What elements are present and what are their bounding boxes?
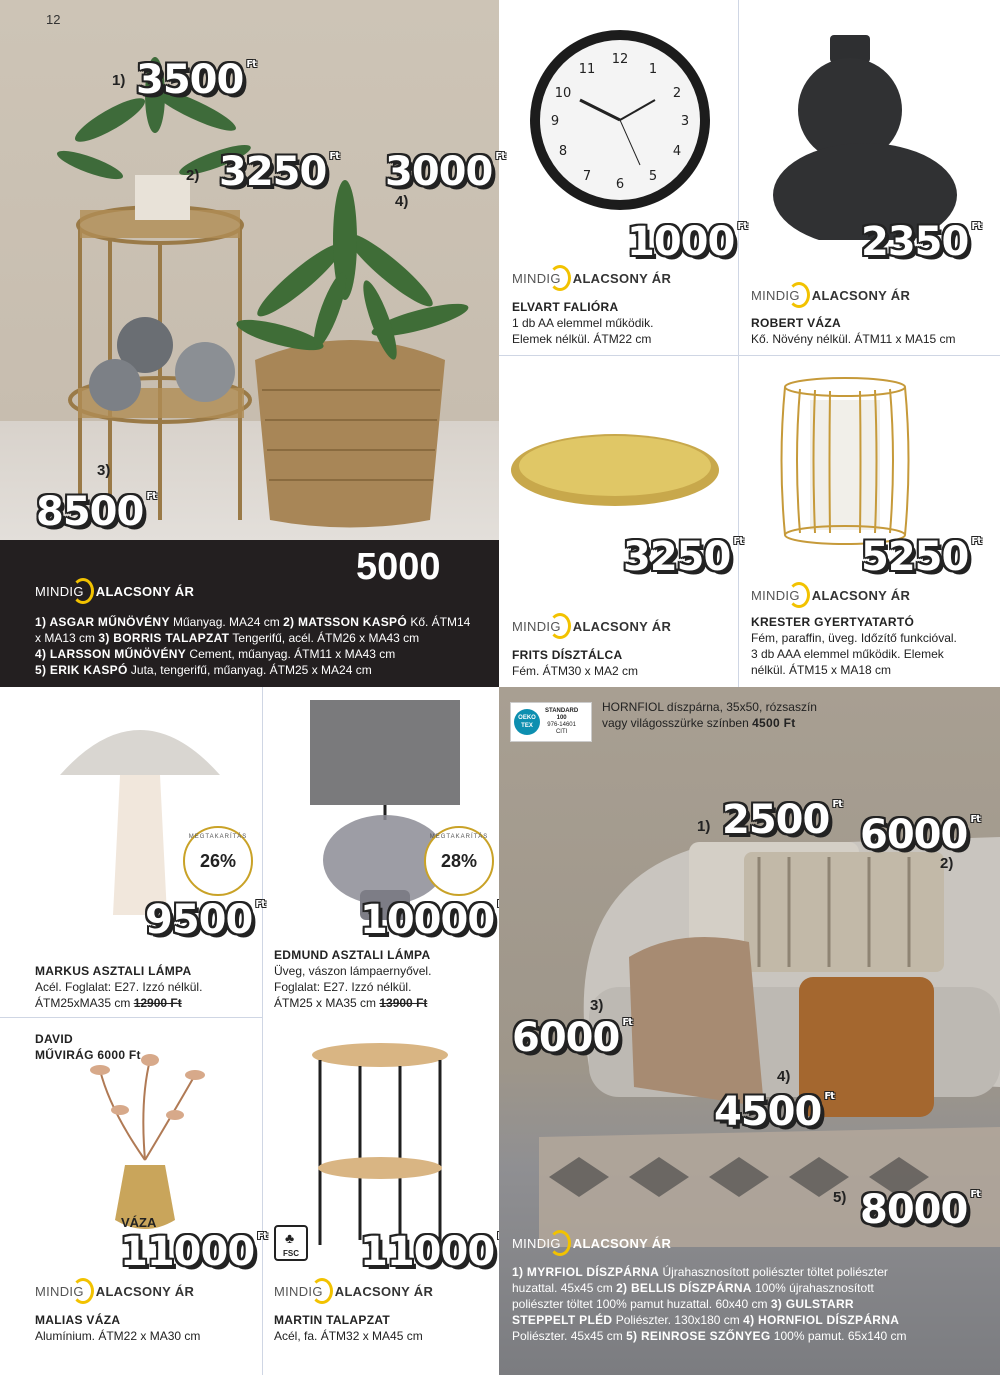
badge-mindig: MINDIG [35,1283,84,1299]
sofa-label-4: 4) [777,1068,791,1085]
svg-text:12: 12 [611,52,629,67]
markus-old-price: 12900 Ft [133,996,182,1010]
tray-low-price-badge [512,613,671,639]
badge-alacsony: ALACSONY ÁR [95,583,195,599]
malias-vase-image [80,1050,210,1240]
sofa-desc-2-name: 2) BELLIS DÍSZPÁRNA [616,1281,752,1295]
vase-description [751,315,956,347]
sofa-label-2: 2) [940,855,954,872]
candle-low-price-badge [751,582,910,608]
currency-label: Ft [970,814,980,825]
malias-price-value: 11000 [120,1229,255,1275]
desc-item-4-text: Cement, műanyag. ÁTM11 x MA43 cm [186,647,396,661]
badge-mindig: MINDIG [35,583,84,599]
edmund-detail-1: Üveg, vászon lámpaernyővel. [274,964,432,978]
oeko-text-5: 976-14601 [547,722,576,728]
edmund-discount-badge [424,826,494,896]
badge-mindig: MINDIG [512,270,561,286]
currency-label: Ft [971,221,981,232]
candle-price [861,534,981,580]
badge-swoosh-icon [72,1278,94,1304]
sofa-desc-5-text: 100% pamut. 65x140 cm [770,1329,907,1343]
tray-price [623,534,743,580]
oeko-text-1: OEKO [518,715,536,721]
sofa-desc-1-name: 1) MYRFIOL DÍSZPÁRNA [512,1265,660,1279]
hero-price-3-value: 8500 [36,489,144,535]
malias-name: MALIAS VÁZA [35,1313,121,1327]
badge-swoosh-icon [788,282,810,308]
badge-alacsony: ALACSONY ÁR [572,1235,672,1251]
svg-text:10: 10 [554,86,572,101]
divider [738,355,739,687]
badge-mindig: MINDIG [512,618,561,634]
oeko-text-6: CITI [555,729,568,735]
badge-mindig: MINDIG [751,287,800,303]
hornfiol-note-price: 4500 Ft [752,716,796,730]
currency-label: Ft [737,221,747,232]
sofa-price-5 [860,1187,980,1233]
clock-detail-2: Elemek nélkül. ÁTM22 cm [512,332,652,346]
hero-price-4-value: 3000 [385,149,493,195]
badge-mindig: MINDIG [751,587,800,603]
tray-price-value: 3250 [623,534,731,580]
hero-big-price: 5000 [356,546,441,588]
sofa-desc-5-name: 5) REINROSE SZŐNYEG [626,1329,771,1343]
candle-description [751,614,957,678]
edmund-old-price: 13900 Ft [379,996,428,1010]
martin-description [274,1312,423,1344]
sofa-price-5-value: 8000 [860,1187,968,1233]
discount-label: MEGTAKARÍTÁS [429,834,489,840]
clock-price [627,219,747,265]
oeko-tex-label [510,702,592,742]
sofa-price-4 [714,1089,834,1135]
markus-detail-1: Acél. Foglalat: E27. Izzó nélkül. [35,980,203,994]
svg-text:2: 2 [672,86,682,101]
tray-description [512,647,638,679]
badge-alacsony: ALACSONY ÁR [334,1283,434,1299]
fsc-logo-text: FSC [283,1249,299,1258]
martin-low-price-badge [274,1278,433,1304]
divider [499,355,1000,356]
sofa-price-4-value: 4500 [714,1089,822,1135]
hero-price-2 [219,149,339,195]
edmund-name: EDMUND ASZTALI LÁMPA [274,948,431,962]
divider [738,0,739,355]
edmund-price [360,897,507,943]
sofa-price-3 [512,1015,632,1061]
hero-price-3 [36,489,156,535]
malias-image-label: VÁZA [121,1215,157,1230]
markus-detail-2: ÁTM25xMA35 cm [35,996,134,1010]
malias-low-price-badge [35,1278,194,1304]
svg-text:9: 9 [550,114,560,129]
badge-alacsony: ALACSONY ÁR [95,1283,195,1299]
hero-label-2: 2) [186,167,200,184]
badge-swoosh-icon [72,578,94,604]
markus-description [35,963,202,1011]
desc-item-4-name: 4) LARSSON MŰNÖVÉNY [35,647,187,661]
currency-label: Ft [733,536,743,547]
currency-label: Ft [246,59,256,70]
desc-item-2-text: Kő. ÁTM14 x MA13 cm [35,615,471,645]
currency-label: Ft [495,151,505,162]
fsc-logo [274,1225,308,1261]
desc-item-1-name: 1) ASGAR MŰNÖVÉNY [35,615,170,629]
currency-label: Ft [146,491,156,502]
hero-price-1 [136,57,256,103]
vase-low-price-badge [751,282,910,308]
badge-swoosh-icon [311,1278,333,1304]
tray-detail-1: Fém. ÁTM30 x MA2 cm [512,664,639,678]
desc-item-3-text: Tengerifű, acél. ÁTM26 x MA43 cm [229,631,420,645]
clock-image [525,25,715,215]
edmund-discount-value: 28% [440,850,478,871]
martin-table-image [305,1040,455,1250]
clock-detail-1: 1 db AA elemmel működik. [512,316,654,330]
discount-label: MEGTAKARÍTÁS [188,834,248,840]
fsc-tree-icon: ♣ [285,1230,295,1246]
clock-low-price-badge [512,265,671,291]
currency-label: Ft [257,1231,267,1242]
oeko-text-4: 100 [556,715,567,721]
sofa-label-5: 5) [833,1189,847,1206]
martin-detail-1: Acél, fa. ÁTM32 x MA45 cm [274,1329,423,1343]
badge-alacsony: ALACSONY ÁR [572,270,672,286]
hero-description [35,614,475,678]
sofa-description [512,1264,912,1344]
divider [262,687,263,1017]
oeko-text-2: TEX [521,723,533,729]
svg-text:3: 3 [680,114,690,129]
hero-label-1: 1) [112,72,126,89]
sofa-desc-4-text: Poliészter. 45x45 cm [512,1329,627,1343]
svg-text:8: 8 [558,144,568,159]
sofa-label-3: 3) [590,997,604,1014]
david-price: MŰVIRÁG 6000 Ft [35,1048,141,1062]
malias-description [35,1312,200,1344]
martin-price [360,1229,507,1275]
badge-swoosh-icon [549,613,571,639]
badge-alacsony: ALACSONY ÁR [572,618,672,634]
edmund-description [274,947,431,1011]
hero-price-2-value: 3250 [219,149,327,195]
sofa-price-3-value: 6000 [512,1015,620,1061]
sofa-label-1: 1) [697,818,711,835]
badge-swoosh-icon [549,1230,571,1256]
page-number: 12 [46,12,61,27]
divider [262,1017,263,1375]
markus-discount-badge [183,826,253,896]
markus-name: MARKUS ASZTALI LÁMPA [35,964,192,978]
vase-price-value: 2350 [861,219,969,265]
hornfiol-note [602,699,817,731]
sofa-desc-1-text: Újrahasznosított poliészter töltet poliészter huzattal. 45x45 cm [512,1265,888,1295]
currency-label: Ft [971,536,981,547]
oeko-tex-text [545,708,578,736]
hero-low-price-badge [35,578,194,604]
desc-item-5-text: Juta, tengerifű, műanyag. ÁTM25 x MA24 cm [127,663,372,677]
badge-swoosh-icon [549,265,571,291]
vase-image [770,30,960,240]
candle-detail-1: Fém, paraffin, üveg. Időzítő funkcióval. [751,631,957,645]
edmund-detail-2: Foglalat: E27. Izzó nélkül. [274,980,412,994]
oeko-tex-logo-icon [514,709,540,735]
edmund-detail-3: ÁTM25 x MA35 cm [274,996,380,1010]
hero-price-1-value: 3500 [136,57,244,103]
badge-swoosh-icon [788,582,810,608]
candle-price-value: 5250 [861,534,969,580]
badge-alacsony: ALACSONY ÁR [811,287,911,303]
hero-price-4 [385,149,505,195]
currency-label: Ft [832,799,842,810]
badge-mindig: MINDIG [512,1235,561,1251]
sofa-desc-2-text: 100% újrahasznosított poliészter töltet 100% pamut huzattal. 60x40 cm [512,1281,874,1311]
sofa-price-2-value: 6000 [860,812,968,858]
badge-alacsony: ALACSONY ÁR [811,587,911,603]
svg-text:7: 7 [582,169,592,184]
clock-description [512,299,653,347]
tray-image [508,430,723,510]
svg-text:11: 11 [578,62,596,77]
markus-price-value: 9500 [145,897,253,943]
candle-detail-2: 3 db AAA elemmel működik. Elemek [751,647,944,661]
david-name: DAVID [35,1032,73,1046]
sofa-desc-4-name: 4) HORNFIOL DÍSZPÁRNA [743,1313,900,1327]
sofa-desc-3-text: Poliészter. 130x180 cm [612,1313,744,1327]
desc-item-1-text: Műanyag. MA24 cm [169,615,284,629]
markus-discount-value: 26% [199,850,237,871]
candle-detail-3: nélkül. ÁTM15 x MA18 cm [751,663,892,677]
edmund-price-value: 10000 [360,897,495,943]
sofa-price-2 [860,812,980,858]
svg-text:5: 5 [648,169,658,184]
divider [0,1017,262,1018]
badge-mindig: MINDIG [274,1283,323,1299]
currency-label: Ft [622,1017,632,1028]
candle-holder-image [780,375,910,545]
currency-label: Ft [329,151,339,162]
vase-name: ROBERT VÁZA [751,316,841,330]
vase-price [861,219,981,265]
clock-price-value: 1000 [627,219,735,265]
markus-lamp-image [55,705,225,925]
currency-label: Ft [255,899,265,910]
hero-label-4: 4) [395,193,409,210]
martin-name: MARTIN TALAPZAT [274,1313,391,1327]
malias-detail-1: Alumínium. ÁTM22 x MA30 cm [35,1329,201,1343]
candle-name: KRESTER GYERTYATARTÓ [751,615,915,629]
sofa-low-price-badge [512,1230,671,1256]
hero-label-3: 3) [97,462,111,479]
sofa-price-1-value: 2500 [722,797,830,843]
clock-name: ELVART FALIÓRA [512,300,619,314]
vase-detail-1: Kő. Növény nélkül. ÁTM11 x MA15 cm [751,332,956,346]
svg-text:4: 4 [672,144,682,159]
currency-label: Ft [970,1189,980,1200]
desc-item-3-name: 3) BORRIS TALAPZAT [98,631,230,645]
oeko-text-3: STANDARD [545,708,579,714]
desc-item-2-name: 2) MATSSON KASPÓ [283,615,407,629]
svg-text:1: 1 [648,62,658,77]
markus-price [145,897,265,943]
sofa-price-1 [722,797,842,843]
tray-name: FRITS DÍSZTÁLCA [512,648,623,662]
hornfiol-note-1: HORNFIOL díszpárna, 35x50, rózsaszín [602,700,817,714]
malias-price [120,1229,267,1275]
desc-item-5-name: 5) ERIK KASPÓ [35,663,128,677]
currency-label: Ft [824,1091,834,1102]
svg-text:6: 6 [615,177,625,192]
sofa-desc-3-name: 3) GULSTARR STEPPELT PLÉD [512,1297,854,1327]
martin-price-value: 11000 [360,1229,495,1275]
hornfiol-note-2: vagy világosszürke színben [602,716,753,730]
